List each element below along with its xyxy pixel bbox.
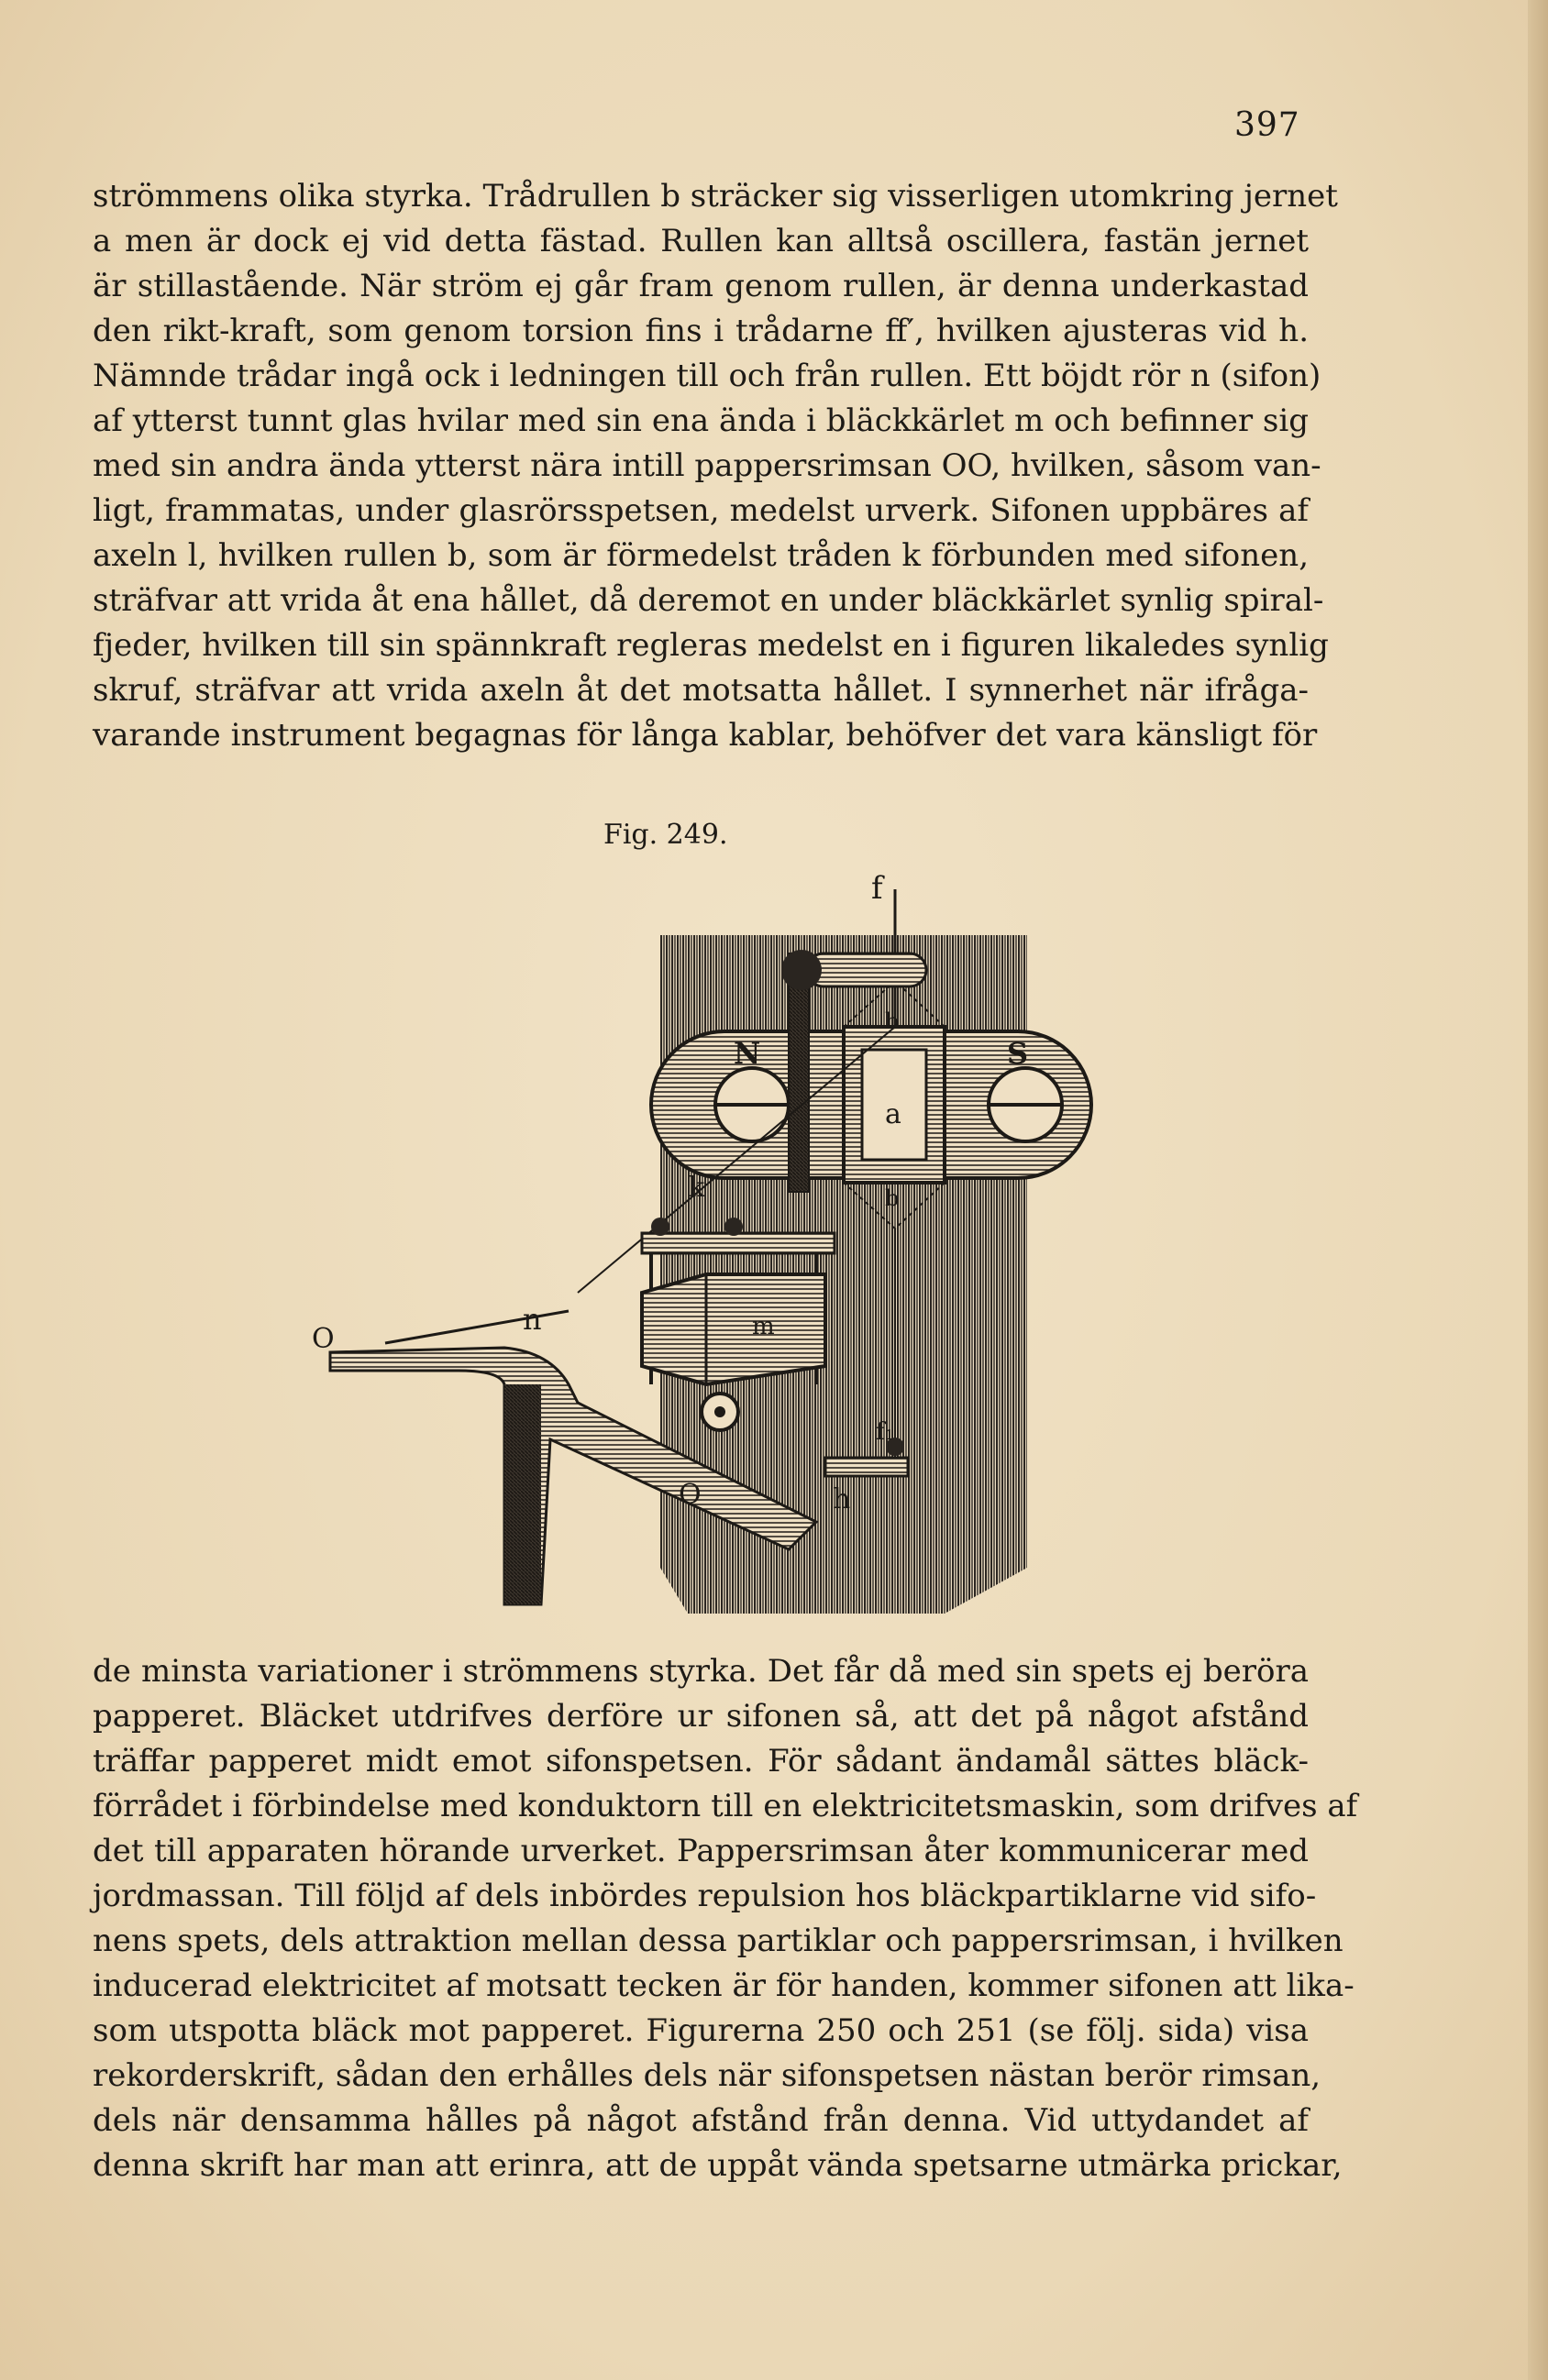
text-line: inducerad elektricitet af motsatt tecken är för handen, kommer sifonen att lika-: [93, 1967, 1354, 2004]
text-line: är stillastående. När ström ej går fram genom rullen, är denna underkastad: [93, 268, 1309, 304]
frame-top: [642, 1233, 835, 1253]
siphon-recorder-illustration: [275, 871, 1128, 1623]
spring-holder-h: [825, 1458, 908, 1476]
text-line: förrådet i förbindelse med konduktorn till en elektricitetsmaskin, som drifves af: [93, 1788, 1358, 1824]
axle-knob: [781, 950, 822, 990]
paragraph-top: [93, 174, 1338, 758]
page-number: 397: [1234, 106, 1300, 144]
text-line: som utspotta bläck mot papperet. Figurerna 250 och 251 (se följ. sida) visa: [93, 2012, 1309, 2049]
ink-vessel-m: [642, 1274, 825, 1384]
text-line: träffar papperet midt emot sifonspetsen. För sådant ändamål sättes bläck-: [93, 1743, 1309, 1779]
label-f: f: [871, 871, 883, 907]
text-line: det till apparaten hörande urverket. Pappersrimsan åter kommunicerar med: [93, 1833, 1309, 1869]
label-h: h: [833, 1483, 851, 1515]
text-line: varande instrument begagnas för långa kablar, behöfver det vara känsligt för: [93, 717, 1318, 754]
text-line: nens spets, dels attraktion mellan dessa partiklar och pappersrimsan, i hvilken: [93, 1923, 1343, 1959]
label-o-bottom: O: [679, 1479, 702, 1511]
text-line: sträfvar att vrida åt ena hållet, då deremot en under bläckkärlet synlig spiral-: [93, 582, 1324, 619]
text-line: strömmens olika styrka. Trådrullen b sträcker sig visserligen utomkring jernet: [93, 178, 1338, 215]
paragraph-bottom: [93, 1649, 1358, 2188]
text-line: axeln l, hvilken rullen b, som är förmedelst tråden k förbunden med sifonen,: [93, 537, 1309, 574]
label-o-left: O: [312, 1323, 335, 1355]
text-line: den rikt-kraft, som genom torsion fins i trådarne ff′, hvilken ajusteras vid h.: [93, 313, 1309, 349]
label-s-pole: S: [1007, 1036, 1029, 1071]
text-line: dels när densamma hålles på något afstånd från denna. Vid uttydandet af: [93, 2102, 1309, 2139]
label-f1: f₁: [876, 1418, 895, 1446]
text-line: a men är dock ej vid detta fästad. Rullen kan alltså oscillera, fastän jernet: [93, 223, 1309, 259]
text-line: rekorderskrift, sådan den erhålles dels när sifonspetsen nästan berör rimsan,: [93, 2057, 1321, 2094]
text-line: med sin andra ända ytterst nära intill pappersrimsan OO, hvilken, såsom van-: [93, 447, 1321, 484]
text-line: de minsta variationer i strömmens styrka. Det får då med sin spets ej beröra: [93, 1653, 1309, 1690]
text-line: af ytterst tunnt glas hvilar med sin ena ända i bläckkärlet m och befinner sig: [93, 402, 1309, 439]
label-n: n: [523, 1302, 542, 1337]
text-line: jordmassan. Till följd af dels inbördes repulsion hos bläckpartiklarne vid sifo-: [93, 1878, 1317, 1914]
top-roller: [807, 953, 926, 986]
text-line: Nämnde trådar ingå ock i ledningen till och från rullen. Ett böjdt rör n (sifon): [93, 358, 1321, 394]
label-k: k: [688, 1172, 705, 1204]
label-n-pole: N: [734, 1036, 761, 1071]
label-a: a: [885, 1098, 901, 1130]
text-line: skruf, sträfvar att vrida axeln åt det motsatta hållet. I synnerhet när ifråga-: [93, 672, 1309, 709]
text-line: papperet. Bläcket utdrifves derföre ur sifonen så, att det på något afstånd: [93, 1698, 1309, 1735]
text-line: ligt, frammatas, under glasrörsspetsen, medelst urverk. Sifonen uppbäres af: [93, 492, 1309, 529]
text-line: fjeder, hvilken till sin spännkraft regleras medelst en i figuren likaledes synlig: [93, 627, 1329, 664]
label-b-bottom: b: [885, 1185, 900, 1211]
text-line: denna skrift har man att erinra, att de uppåt vända spetsarne utmärka prickar,: [93, 2147, 1343, 2184]
figure-caption: Fig. 249.: [603, 819, 728, 851]
page-edge: [1528, 0, 1548, 2380]
label-m: m: [752, 1313, 775, 1340]
label-b-top: b: [885, 1008, 900, 1034]
